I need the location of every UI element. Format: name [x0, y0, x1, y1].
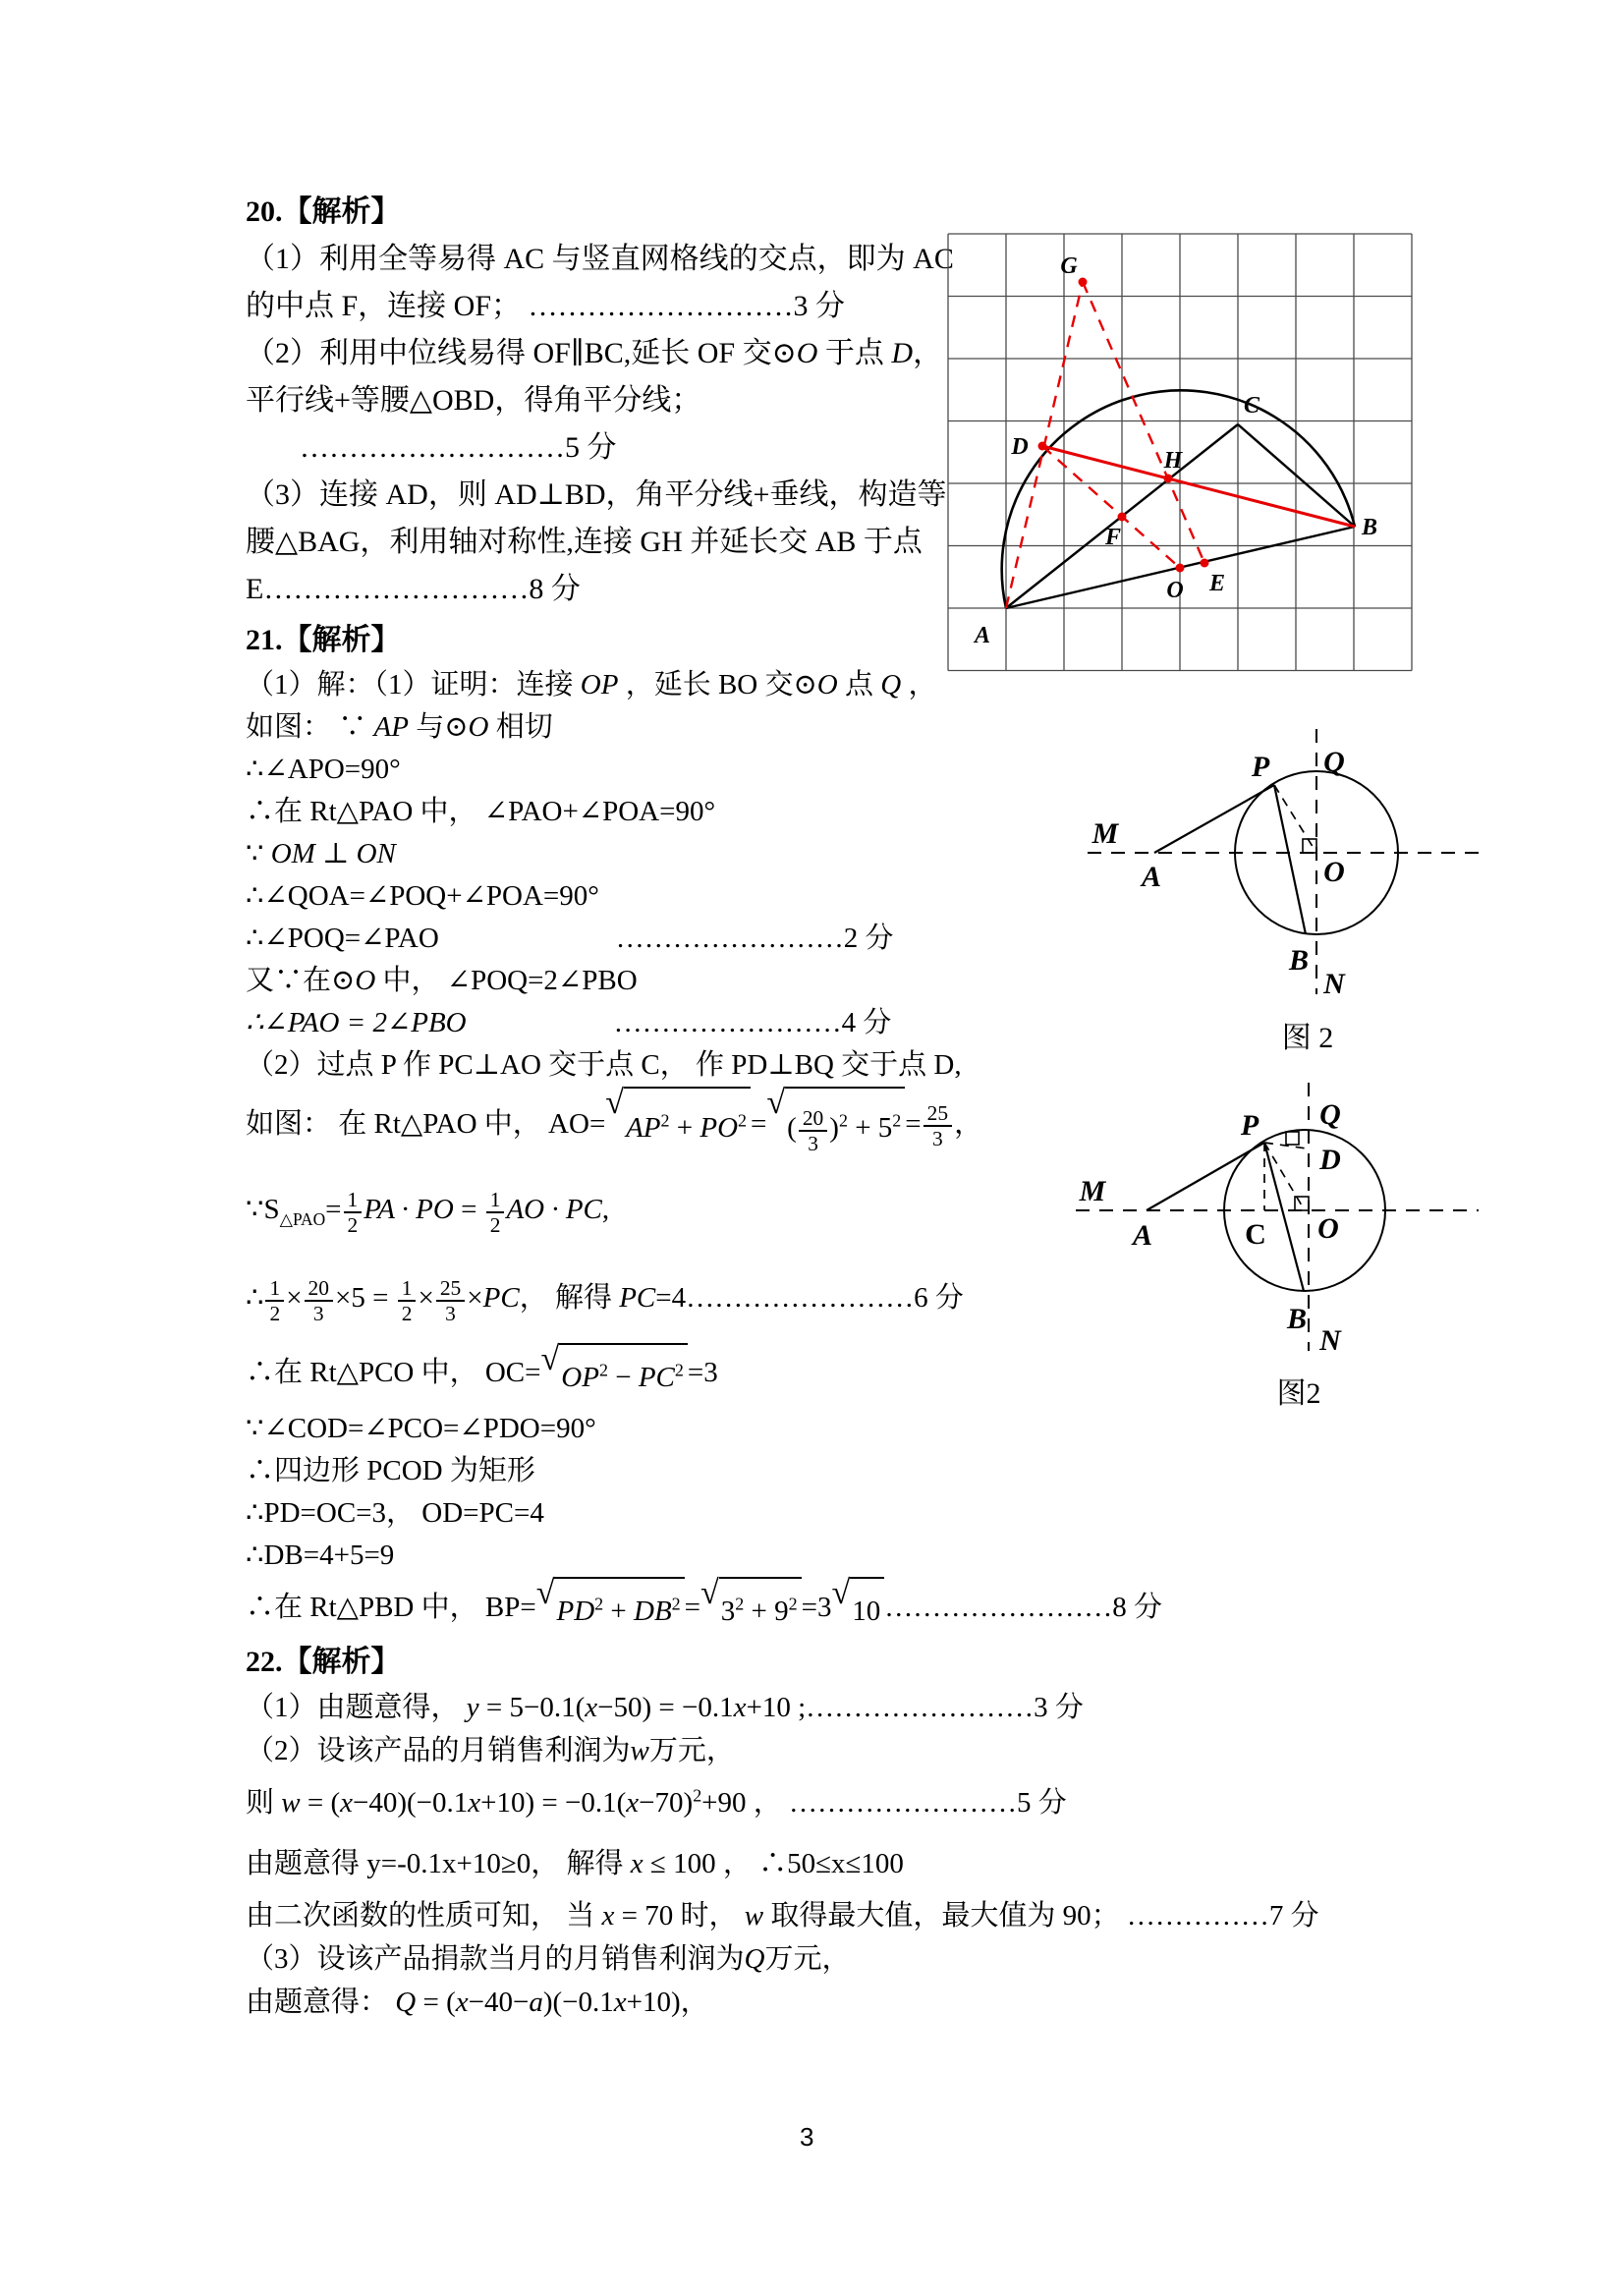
solution-line: ∴在 Rt△PCO 中， OC= √ $OP^2 - PC^2$ =3	[246, 1342, 1189, 1407]
math-token: △PAO	[279, 1209, 326, 1230]
solution-line: $\because S_{\triangle PAO}=$ $\frac{1}{2}$ PA · PO = $\frac{1}{2}$ AO · PC,	[246, 1187, 610, 1237]
point-label-G: G	[1060, 253, 1078, 279]
solution-line: ∴在 Rt△PBD 中， BP= √ $PD^2 + DB^2$ = √ $3^2 + 9^2$ =3 √ 10 ……………………8 分	[246, 1577, 1189, 1642]
solution-line: ∴∠APO=90°	[246, 754, 401, 785]
math-token: x	[626, 1787, 640, 1819]
math-token: AP	[626, 1112, 661, 1145]
solution-line: ∴ $\frac{1}{2}$ × $\frac{20}{3}$ ×5 = $\frac{1}{2}$ × $\frac{25}{3}$ ×PC， 解得 PC=4……………………6 分	[246, 1275, 964, 1325]
point-label-P: P	[1251, 751, 1270, 783]
math-token: √ 10	[831, 1577, 884, 1642]
math-token: x	[733, 1692, 747, 1723]
math-token: OP	[580, 669, 619, 700]
solution-line: （1）利用全等易得 AC 与竖直网格线的交点，即为 AC	[246, 243, 954, 275]
math-token: w	[744, 1900, 764, 1932]
figure-caption: 图 2	[1281, 1022, 1334, 1054]
math-token: O	[816, 669, 838, 700]
solution-line: （2）利用中位线易得 OF∥BC,延长 OF 交⊙O 于点 D，	[246, 337, 943, 369]
solution-line: E………………………8 分	[246, 573, 581, 605]
red-point-dot	[1038, 442, 1047, 451]
math-token: AO · PC	[506, 1194, 602, 1226]
solution-line: 由题意得： Q = (x−40−a)(−0.1x+10)，	[246, 1987, 709, 2018]
point-label-M: M	[1091, 817, 1119, 850]
solution-line: ∴∠POQ=∠PAO ……………………2 分	[246, 923, 894, 954]
segment-line	[1264, 1143, 1304, 1291]
page-number: 3	[800, 2122, 814, 2152]
solution-line: ∵∠COD=∠PCO=∠PDO=90°	[246, 1412, 596, 1444]
problem-20-title: 20.【解析】	[246, 196, 401, 228]
solution-line: ………………………5 分	[300, 431, 617, 464]
construction-dashed-line	[1264, 1143, 1305, 1210]
solution-line: 腰△BAG，利用轴对称性,连接 GH 并延长交 AB 于点	[246, 526, 923, 558]
math-token: $\frac{20}{3}$	[799, 1106, 827, 1155]
problem-22-title: 22.【解析】	[246, 1646, 401, 1678]
solution-line: （3）设该产品捐款当月的月销售利润为Q万元，	[246, 1943, 851, 1975]
math-token: Q	[395, 1987, 417, 2018]
math-token: $\frac{20}{3}$	[305, 1276, 333, 1325]
point-label-A: A	[1132, 1219, 1153, 1252]
math-token: $\frac{1}{2}$	[265, 1276, 284, 1325]
figure-circle-tangent-2	[1061, 1076, 1523, 1415]
math-token: ∴∠PAO = 2∠PBO	[246, 1007, 467, 1038]
figure-grid-semicircle	[923, 221, 1454, 693]
point-label-B: B	[1288, 944, 1310, 977]
math-token: x	[613, 1987, 627, 2018]
math-token: 2	[674, 1360, 684, 1380]
math-token: a	[529, 1987, 543, 2018]
point-label-H: H	[1163, 448, 1183, 474]
math-token: w	[630, 1735, 649, 1766]
problem-21-solution	[246, 617, 1189, 1642]
math-token: 2	[671, 1594, 681, 1614]
math-token: √ $PD^2 + DB^2$	[536, 1577, 685, 1642]
red-point-dot	[1079, 278, 1088, 287]
point-label-O: O	[1323, 856, 1345, 888]
solution-line: ∴DB=4+5=9	[246, 1539, 395, 1571]
point-label-B: B	[1286, 1303, 1308, 1335]
math-token: $\frac{25}{3}$	[923, 1101, 952, 1150]
math-token: OP	[561, 1361, 599, 1393]
point-label-B: B	[1361, 515, 1378, 540]
point-label-Q: Q	[1323, 746, 1345, 778]
solution-line: 则 $w = (x-40)(-0.1x+10) = -0.1(x-70)^2+90$ ， ……………………5 分	[246, 1785, 1067, 1819]
figure-circle-tangent-1	[1061, 712, 1523, 1061]
math-token: y	[466, 1692, 479, 1723]
math-token: w	[281, 1787, 301, 1819]
math-token: x	[468, 1787, 481, 1819]
math-token: O	[355, 965, 376, 996]
solution-line: ∴PD=OC=3， OD=PC=4	[246, 1496, 544, 1529]
math-token: x	[585, 1692, 598, 1723]
math-token: x	[630, 1848, 644, 1879]
point-label-O: O	[1317, 1212, 1339, 1245]
point-label-C: C	[1245, 1218, 1266, 1251]
solution-line: ∵ OM ⊥ ON	[246, 838, 396, 869]
math-token: 2	[892, 1110, 902, 1131]
solution-line: （1）解：（1）证明：连接 OP ，延长 BO 交⊙O 点 Q ，	[246, 669, 937, 700]
semicircle-arc	[1002, 390, 1355, 608]
math-token: 2	[738, 1110, 748, 1131]
point-label-O: O	[1166, 578, 1184, 603]
math-token: PC	[638, 1361, 675, 1393]
solution-line: 由题意得 y=-0.1x+10≥0， 解得 x ≤ 100 ， ∴50≤x≤100	[246, 1848, 904, 1879]
point-label-N: N	[1319, 1324, 1341, 1357]
math-token: 2	[594, 1594, 604, 1614]
solution-line: （1）由题意得， y = 5−0.1(x−50) = −0.1x+10 ;……………………3 分	[246, 1692, 1084, 1723]
math-token: PC	[619, 1282, 656, 1315]
segment-line	[1154, 785, 1274, 853]
math-token: ON	[356, 838, 396, 869]
math-token: 2	[598, 1360, 608, 1380]
math-token: $\frac{1}{2}$	[398, 1276, 417, 1325]
math-token: √ $3^2 + 9^2$	[700, 1577, 802, 1642]
red-point-dot	[1118, 513, 1127, 522]
math-token: x	[455, 1987, 469, 2018]
solution-line: 的中点 F，连接 OF； ………………………3 分	[246, 290, 846, 322]
red-point-dot	[1201, 559, 1209, 568]
math-token: $\frac{1}{2}$	[344, 1188, 363, 1237]
point-label-M: M	[1079, 1175, 1106, 1207]
math-token: √ $AP^2 + PO^2$	[605, 1087, 751, 1165]
math-token: 2	[660, 1110, 670, 1131]
math-token: x	[340, 1787, 353, 1819]
solution-line: 平行线+等腰△OBD，得角平分线；	[246, 384, 701, 417]
solution-line: ∴四边形 PCOD 为矩形	[246, 1454, 535, 1486]
math-token: $\frac{1}{2}$	[486, 1188, 505, 1237]
math-token: DB	[634, 1596, 672, 1628]
point-label-A: A	[1141, 861, 1162, 893]
math-token: Q	[744, 1943, 765, 1975]
solution-line: （2）过点 P 作 PC⊥AO 交于点 C， 作 PD⊥BQ 交于点 D,	[246, 1049, 962, 1081]
math-token: 2	[788, 1594, 798, 1614]
problem-22-solution	[246, 1639, 1319, 2024]
point-label-A: A	[974, 623, 991, 648]
solution-line: （3）连接 AD，则 AD⊥BD，角平分线+垂线，构造等	[246, 478, 947, 511]
point-label-N: N	[1323, 968, 1345, 1000]
red-point-dot	[1164, 475, 1173, 483]
red-point-dot	[1176, 564, 1185, 573]
math-token: 2	[735, 1594, 745, 1614]
math-token: 2	[838, 1110, 848, 1131]
math-token: PC	[482, 1282, 520, 1315]
problem-21-title: 21.【解析】	[246, 624, 401, 656]
solution-line: 由二次函数的性质可知， 当 x = 70 时， w 取得最大值，最大值为 90； ……………7 分	[246, 1900, 1319, 1932]
math-token: D	[891, 337, 914, 369]
point-label-Q: Q	[1319, 1098, 1341, 1131]
point-label-F: F	[1104, 525, 1122, 550]
solution-line: （2）设该产品的月销售利润为w万元，	[246, 1735, 735, 1766]
math-token: OM	[270, 838, 315, 869]
figure-caption: 图2	[1276, 1377, 1321, 1410]
problem-20-solution	[246, 189, 992, 613]
solution-line: ∴在 Rt△PAO 中， ∠PAO+∠POA=90°	[246, 796, 716, 827]
solution-line: ∴∠QOA=∠POQ+∠POA=90°	[246, 880, 599, 912]
solution-line: ∴∠PAO = 2∠PBO ……………………4 分	[246, 1007, 892, 1038]
math-token: $\frac{25}{3}$	[436, 1276, 465, 1325]
math-token: O	[468, 711, 489, 743]
segment-line	[1147, 1143, 1264, 1210]
math-token: O	[796, 337, 818, 369]
point-label-D: D	[1011, 434, 1029, 460]
math-token: √ ( $\frac{20}{3}$ )$^2 + 5^2$	[766, 1087, 905, 1165]
construction-dashed-line	[1083, 282, 1204, 563]
math-token: x	[601, 1900, 615, 1932]
point-label-D: D	[1319, 1144, 1341, 1176]
solution-line: 如图： 在 Rt△PAO 中， AO= √ $AP^2 + PO^2$ = √ ( $\frac{20}{3}$ )$^2 + 5^2$ = $\frac{25}{3}$ ，	[246, 1087, 1189, 1165]
point-label-C: C	[1243, 393, 1260, 419]
math-token: √ $OP^2 - PC^2$	[541, 1343, 688, 1408]
math-token: PO	[700, 1112, 739, 1145]
math-token: 2	[693, 1785, 702, 1806]
point-label-E: E	[1208, 571, 1226, 596]
math-token: PA · PO	[364, 1194, 454, 1226]
math-token: Q	[880, 669, 902, 700]
point-label-P: P	[1240, 1109, 1259, 1142]
solution-line: 又∵在⊙O 中， ∠POQ=2∠PBO	[246, 965, 638, 996]
math-token: PD	[556, 1596, 595, 1628]
math-token: AP	[373, 711, 409, 743]
solution-line: 如图： ∵ AP 与⊙O 相切	[246, 711, 553, 743]
right-angle-mark	[1286, 1132, 1299, 1145]
segment-line	[1274, 785, 1306, 934]
